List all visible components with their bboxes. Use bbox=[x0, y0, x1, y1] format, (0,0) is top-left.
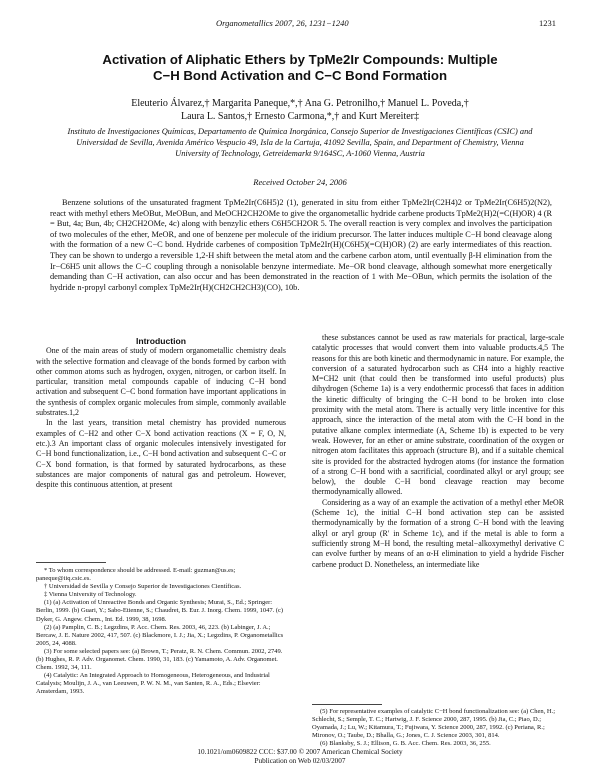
title-line-2: C−H Bond Activation and C−C Bond Formation bbox=[152, 68, 448, 83]
affiliation: Instituto de Investigaciones Químicas, Departamento de Química Inorgánica, Consejo Superior de Investigaciones Científicas (CSIC) and Universidad de Sevilla, Avenida Américo Vespucio 49, Isla de la Cartuja, 41092 Sevilla, Spain, and Department of Chemistry, Vienna University of Technology, Getreidemarkt 9/164SC, A-1060 Vienna, Austria bbox=[67, 127, 533, 158]
publication-date: Publication on Web 02/03/2007 bbox=[254, 757, 346, 765]
footnote: (4) Catalytic: An Integrated Approach to Homogeneous, Heterogeneous, and Industrial Catalysis; Moulijn, J. A., van Leeuwen, P. W. N. M., van Santen, R. A., Eds.; Elsevier: Amsterdam, 1993. bbox=[36, 672, 270, 696]
received-date: Received October 24, 2006 bbox=[253, 177, 347, 187]
footnote: (5) For representative examples of catalytic C−H bond functionalization see: (a) Chen, H.; Schlecht, S.; Semple, T. C.; Hartwig, J. F. Science 2000, 287, 1995. (b) Jia, C.; Piao, D.; Oyamada, J.; Lu, W.; Kitamura, T.; Fujiwara, Y. Science 2000, 287, 1992. (c) Periana, R.; Mironov, O.; Taube, D.; Bhalla, G.; Jones, C. J. Science 2003, 301, 814. bbox=[312, 708, 556, 740]
footnote: (2) (a) Pamplin, C. B.; Legzdins, P. Acc. Chem. Res. 2003, 46, 223. (b) Labinger, J. A.; Bercaw, J. E. Nature 2002, 417, 507. (c) Blackmore, I. J.; Jia, X.; Legzdins, P. Organometallics 2005, 24, 4088. bbox=[36, 623, 284, 647]
doi-line: 10.1021/om0609822 CCC: $37.00 © 2007 American Chemical Society bbox=[197, 748, 403, 756]
footnote-divider bbox=[312, 704, 382, 705]
author-list bbox=[40, 97, 560, 123]
authors-line-1: Eleuterio Álvarez,† Margarita Paneque,*,† Ana G. Petronilho,† Manuel L. Poveda,† bbox=[131, 98, 469, 109]
footnote: ‡ Vienna University of Technology. bbox=[44, 591, 137, 599]
journal-citation: Organometallics 2007, 26, 1231−1240 bbox=[216, 18, 349, 28]
body-paragraph: Considering as a way of an example the activation of a methyl ether MeOR (Scheme 1c), the initial C−H bond activation step can be assisted thermodynamically by the formation of a strong C−H bond with the leaving alkyl or aryl group (R′ in Scheme 1c), and if the metal is able to form a sufficiently strong M−H bond, the resulting metal−alkoxymethyl derivative C can evolve further by means of an α-H elimination to yield a hydride Fischer carbene product D. Nonetheless, an intermediate like bbox=[312, 497, 564, 569]
right-footnotes bbox=[312, 704, 564, 748]
body-paragraph: One of the main areas of study of modern organometallic chemistry deals with the selective formation and cleavage of the bonds formed by carbon with other common atoms such as hydrogen, oxygen, nitrogen, or carbon itself. In particular, transition metal compounds capable of inducing C−H bond activation and subsequent C−C bond formation have important applications in the synthesis of complex organic molecules from simple, commonly available substrates.1,2 bbox=[36, 346, 286, 418]
left-footnotes bbox=[36, 562, 286, 697]
body-paragraph: In the last years, transition metal chemistry has provided numerous examples of C−H2 and other C−X bond activation reactions (X = F, O, N, etc.).3 An important class of organic molecules intensively investigated for C−H bond functionalization, i.e., C−H bond activation and subsequent C−C or C−X bond formation, is that formed by saturated hydrocarbons, as these substances are major components of natural gas and petroleum. However, despite this continuous attention, at present bbox=[36, 418, 286, 490]
section-heading-introduction: Introduction bbox=[135, 336, 187, 346]
footnote: † Universidad de Sevilla y Consejo Superior de Investigaciones Científicas. bbox=[44, 583, 242, 591]
footnote-divider bbox=[36, 562, 106, 563]
article-title bbox=[40, 52, 560, 84]
page-number: 1231 bbox=[539, 18, 556, 28]
abstract: Benzene solutions of the unsaturated fragment TpMe2Ir(C6H5)2 (1), generated in situ from either TpMe2Ir(C2H4)2 or TpMe2Ir(C6H5)2(N2), react with methyl ethers MeOBut, MeOBun, and MeOCH2CH2OMe to give the organometallic hydride carbene products TpMe2(H)2(=C(H)OR) 4 (R = But, 4a; Bun, 4b; CH2CH2OMe, 4c) along with benzylic ethers C6H5CH2OR 5. The overall reaction is very complex and involves the participation of two molecules of the ether, MeOR, and one of benzene per molecule of the iridium precursor. The latter induces multiple C−H bond cleavage along with the formation of a new C−C bond. Hydride carbenes of composition TpMe2Ir(H)(C6H5)(=C(H)OR) (2) are early intermediates of this reaction. They can be shown to undergo a reversible 1,2-H shift between the metal atom and the carbene carbon atom, until eventually β-H elimination from the Ir−C6H5 unit allows the C−C coupling through a nonisolable benzyne intermediate. Me−OR bond cleavage, although somewhat more energetically demanding than C−H activation, can also occur and has been demonstrated in the reaction of 1 with Me−OBun, which permits the isolation of the hydride n-propyl carbonyl complex TpMe2Ir(H)(CH2CH2CH3)(CO), 10b. bbox=[50, 198, 552, 292]
left-column bbox=[36, 336, 286, 490]
title-line-1: Activation of Aliphatic Ethers by TpMe2Ir Compounds: Multiple bbox=[102, 52, 498, 67]
authors-line-2: Laura L. Santos,† Ernesto Carmona,*,† and Kurt Mereiter‡ bbox=[181, 111, 419, 122]
page-footer bbox=[0, 748, 600, 766]
right-column bbox=[312, 333, 564, 570]
footnote: (3) For some selected papers see: (a) Brown, T.; Peratz, R. N. Chem. Commun. 2002, 2749. (b) Hughes, R. P. Adv. Organomet. Chem. 1990, 31, 183. (c) Yamamoto, A. Adv. Organomet. Chem. 1992, 34, 111. bbox=[36, 647, 283, 672]
footnote: (1) (a) Activation of Unreactive Bonds and Organic Synthesis; Murai, S., Ed.; Springer: Berlin, 1999. (b) Guari, Y.; Sabo-Etienne, S.; Chaudret, B. Eur. J. Inorg. Chem. 1999, 1047. (c) Dyker, G. Angew. Chem., Int. Ed. 1999, 38, 1698. bbox=[36, 599, 284, 623]
body-paragraph: these substances cannot be used as raw materials for practical, large-scale catalytic processes that would convert them into valuable products.4,5 The reasons for this are both kinetic and thermodynamic in nature. For example, the conversion of a saturated hydrocarbon such as CH4 into a highly reactive M=CH2 unit (that could then be transformed into useful products) plus dihydrogen (Scheme 1a) is a very endothermic process6 that faces in addition the kinetic difficulty of bringing the C−H bond to be broken into close proximity with the metal atom. There is actually very little incentive for this approach, since the interaction of the metal atom with the C−H bond in the putative alkane complex intermediate (A, Scheme 1b) is expected to be very weak. However, for an ether or amine substrate, coordination of the oxygen or nitrogen atom facilitates this approach (structure B), and if a suitable chemical site is provided for the abstracted hydrogen atoms (for instance the formation of a strong C−H bond with a sacrificial, coordinated alkyl or aryl group; see below), the double C−H bond cleavage reaction may become thermodynamically allowed. bbox=[312, 333, 564, 497]
footnote: (6) Blanksby, S. J.; Ellison, G. B. Acc. Chem. Res. 2003, 36, 255. bbox=[320, 740, 491, 748]
footnote: * To whom correspondence should be addressed. E-mail: guzman@us.es; paneque@iiq.csic.es. bbox=[36, 567, 236, 583]
